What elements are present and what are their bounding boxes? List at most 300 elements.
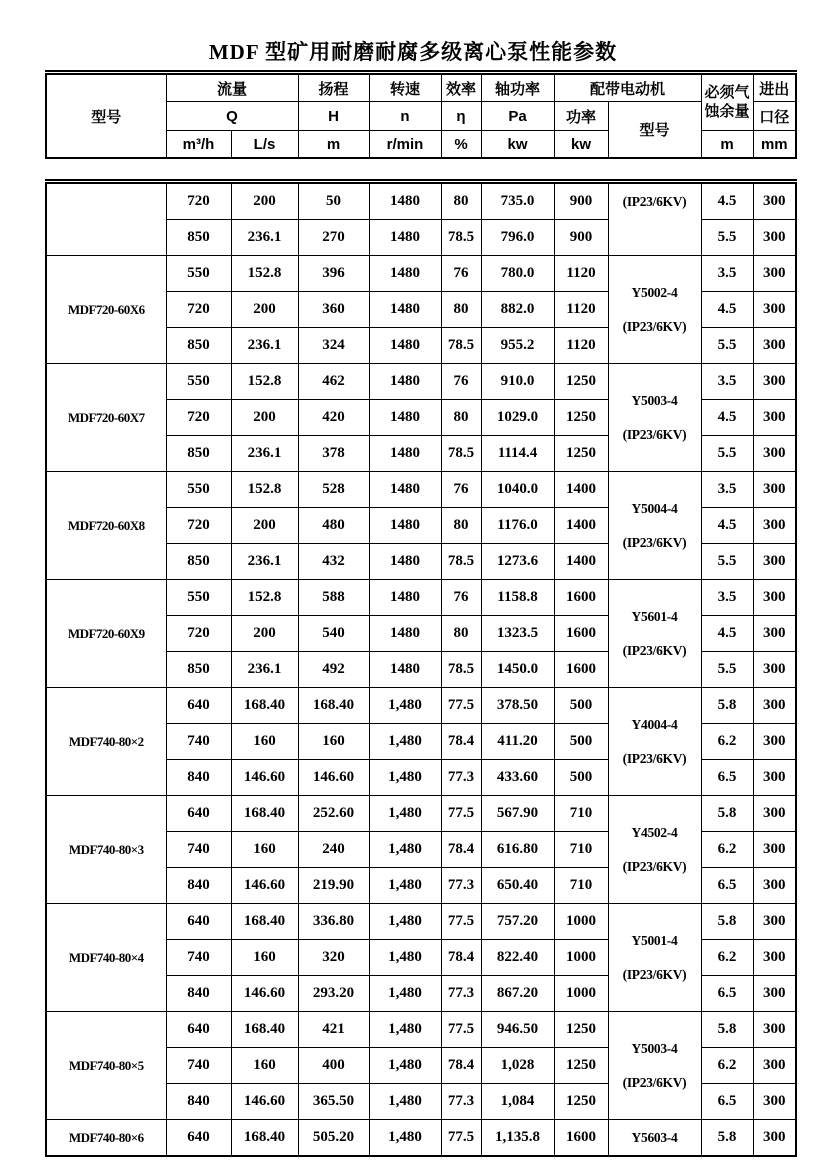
- table-row: [46, 688, 796, 724]
- col-header-motor-power: 功率: [554, 102, 608, 131]
- cell-ls: 200: [231, 182, 298, 220]
- table-row: [46, 472, 796, 508]
- cell-pa: 378.50: [481, 688, 554, 724]
- cell-eff: 76: [441, 256, 481, 292]
- pump-model-cell: MDF740-80×5: [46, 1012, 166, 1120]
- cell-h: 219.90: [298, 868, 369, 904]
- cell-npsh: 4.5: [701, 400, 753, 436]
- cell-pa: 433.60: [481, 760, 554, 796]
- cell-pa: 946.50: [481, 1012, 554, 1048]
- unit-flow-m3h: m³/h: [166, 131, 231, 159]
- cell-m3h: 840: [166, 760, 231, 796]
- cell-h: 400: [298, 1048, 369, 1084]
- cell-kw: 900: [554, 220, 608, 256]
- motor-model-cell: [608, 472, 701, 580]
- cell-ls: 160: [231, 832, 298, 868]
- cell-dia: 300: [753, 256, 796, 292]
- cell-h: 396: [298, 256, 369, 292]
- cell-dia: 300: [753, 616, 796, 652]
- cell-eff: 78.4: [441, 724, 481, 760]
- cell-eff: 80: [441, 508, 481, 544]
- cell-eff: 80: [441, 400, 481, 436]
- cell-n: 1,480: [369, 724, 441, 760]
- cell-m3h: 640: [166, 796, 231, 832]
- cell-ls: 168.40: [231, 1120, 298, 1157]
- cell-n: 1480: [369, 364, 441, 400]
- motor-model-line: (IP23/6KV): [622, 642, 687, 658]
- cell-pa: 1040.0: [481, 472, 554, 508]
- cell-ls: 168.40: [231, 1012, 298, 1048]
- pump-table-body: [46, 182, 796, 1157]
- cell-h: 480: [298, 508, 369, 544]
- cell-m3h: 720: [166, 292, 231, 328]
- cell-npsh: 6.2: [701, 940, 753, 976]
- cell-eff: 78.4: [441, 1048, 481, 1084]
- cell-npsh: 4.5: [701, 292, 753, 328]
- cell-eff: 78.5: [441, 436, 481, 472]
- cell-ls: 200: [231, 292, 298, 328]
- pump-model-cell: MDF720-60X6: [46, 256, 166, 364]
- cell-m3h: 550: [166, 256, 231, 292]
- cell-ls: 160: [231, 940, 298, 976]
- cell-n: 1480: [369, 508, 441, 544]
- unit-npsh: m: [701, 131, 753, 159]
- cell-kw: 500: [554, 688, 608, 724]
- cell-npsh: 5.5: [701, 436, 753, 472]
- motor-model-line: (IP23/6KV): [622, 318, 687, 334]
- cell-n: 1480: [369, 472, 441, 508]
- cell-n: 1480: [369, 544, 441, 580]
- cell-n: 1480: [369, 256, 441, 292]
- cell-m3h: 550: [166, 364, 231, 400]
- cell-dia: 300: [753, 868, 796, 904]
- cell-kw: 1120: [554, 292, 608, 328]
- col-header-motor-model: 型号: [608, 102, 701, 159]
- cell-n: 1,480: [369, 832, 441, 868]
- cell-h: 320: [298, 940, 369, 976]
- cell-ls: 168.40: [231, 904, 298, 940]
- cell-m3h: 850: [166, 220, 231, 256]
- cell-pa: 1323.5: [481, 616, 554, 652]
- cell-n: 1480: [369, 616, 441, 652]
- motor-model-cell: [608, 688, 701, 796]
- cell-pa: 757.20: [481, 904, 554, 940]
- cell-eff: 78.5: [441, 652, 481, 688]
- cell-m3h: 850: [166, 544, 231, 580]
- motor-model-line: (IP23/6KV): [622, 750, 687, 766]
- cell-kw: 1000: [554, 940, 608, 976]
- performance-table: [45, 179, 797, 1157]
- motor-model-line: Y4004-4: [631, 716, 678, 732]
- table-row: [46, 1012, 796, 1048]
- cell-h: 293.20: [298, 976, 369, 1012]
- unit-head: m: [298, 131, 369, 159]
- cell-pa: 735.0: [481, 182, 554, 220]
- motor-model-line: (IP23/6KV): [622, 858, 687, 874]
- cell-n: 1,480: [369, 904, 441, 940]
- motor-model-line: Y5601-4: [631, 608, 678, 624]
- cell-npsh: 6.5: [701, 1084, 753, 1120]
- cell-pa: 882.0: [481, 292, 554, 328]
- cell-npsh: 5.5: [701, 544, 753, 580]
- col-symbol-speed: n: [369, 102, 441, 131]
- cell-eff: 77.3: [441, 760, 481, 796]
- cell-eff: 80: [441, 292, 481, 328]
- cell-m3h: 720: [166, 508, 231, 544]
- cell-kw: 1600: [554, 1120, 608, 1157]
- unit-speed: r/min: [369, 131, 441, 159]
- col-header-motor-group: 配带电动机: [554, 73, 701, 102]
- cell-h: 421: [298, 1012, 369, 1048]
- cell-ls: 160: [231, 724, 298, 760]
- cell-kw: 1000: [554, 976, 608, 1012]
- pump-model-cell: MDF740-80×2: [46, 688, 166, 796]
- cell-eff: 76: [441, 580, 481, 616]
- cell-kw: 710: [554, 796, 608, 832]
- cell-h: 160: [298, 724, 369, 760]
- col-symbol-flow: Q: [166, 102, 298, 131]
- cell-npsh: 6.2: [701, 724, 753, 760]
- cell-dia: 300: [753, 1012, 796, 1048]
- cell-pa: 955.2: [481, 328, 554, 364]
- cell-m3h: 640: [166, 904, 231, 940]
- pump-model-cell: [46, 182, 166, 256]
- table-row: [46, 796, 796, 832]
- col-header-port-line2: 口径: [753, 102, 796, 131]
- cell-dia: 300: [753, 904, 796, 940]
- cell-n: 1,480: [369, 1012, 441, 1048]
- cell-n: 1,480: [369, 976, 441, 1012]
- motor-model-line: Y4502-4: [631, 824, 678, 840]
- cell-h: 462: [298, 364, 369, 400]
- cell-npsh: 4.5: [701, 508, 753, 544]
- cell-eff: 77.3: [441, 1084, 481, 1120]
- cell-dia: 300: [753, 940, 796, 976]
- cell-eff: 77.3: [441, 868, 481, 904]
- motor-model-cell: [608, 796, 701, 904]
- cell-ls: 236.1: [231, 544, 298, 580]
- cell-m3h: 840: [166, 976, 231, 1012]
- cell-ls: 168.40: [231, 688, 298, 724]
- motor-model-line: Y5603-4: [631, 1129, 678, 1145]
- cell-dia: 300: [753, 182, 796, 220]
- cell-h: 492: [298, 652, 369, 688]
- cell-n: 1480: [369, 580, 441, 616]
- cell-npsh: 5.5: [701, 328, 753, 364]
- cell-npsh: 5.8: [701, 1120, 753, 1157]
- pump-model-cell: MDF720-60X9: [46, 580, 166, 688]
- cell-ls: 146.60: [231, 760, 298, 796]
- cell-eff: 77.5: [441, 688, 481, 724]
- cell-kw: 500: [554, 724, 608, 760]
- cell-m3h: 550: [166, 580, 231, 616]
- cell-pa: 1273.6: [481, 544, 554, 580]
- motor-model-cell: [608, 1120, 701, 1157]
- cell-m3h: 550: [166, 472, 231, 508]
- cell-dia: 300: [753, 364, 796, 400]
- motor-model-line: (IP23/6KV): [622, 194, 687, 209]
- page-title: MDF 型矿用耐磨耐腐多级离心泵性能参数: [208, 40, 618, 64]
- cell-n: 1480: [369, 436, 441, 472]
- cell-eff: 78.5: [441, 220, 481, 256]
- cell-n: 1,480: [369, 1084, 441, 1120]
- cell-m3h: 850: [166, 328, 231, 364]
- cell-kw: 1250: [554, 1012, 608, 1048]
- cell-kw: 1250: [554, 1048, 608, 1084]
- cell-npsh: 6.5: [701, 760, 753, 796]
- cell-dia: 300: [753, 1084, 796, 1120]
- table-row: [46, 580, 796, 616]
- cell-ls: 236.1: [231, 220, 298, 256]
- cell-n: 1,480: [369, 796, 441, 832]
- cell-eff: 78.4: [441, 940, 481, 976]
- cell-dia: 300: [753, 580, 796, 616]
- cell-pa: 1,028: [481, 1048, 554, 1084]
- cell-eff: 80: [441, 182, 481, 220]
- cell-kw: 1600: [554, 652, 608, 688]
- cell-n: 1480: [369, 292, 441, 328]
- motor-model-line: Y5002-4: [631, 284, 678, 300]
- cell-npsh: 6.5: [701, 868, 753, 904]
- cell-m3h: 850: [166, 652, 231, 688]
- cell-kw: 900: [554, 182, 608, 220]
- cell-kw: 500: [554, 760, 608, 796]
- cell-dia: 300: [753, 976, 796, 1012]
- cell-dia: 300: [753, 724, 796, 760]
- cell-h: 324: [298, 328, 369, 364]
- cell-npsh: 5.8: [701, 904, 753, 940]
- cell-n: 1480: [369, 182, 441, 220]
- cell-kw: 1250: [554, 364, 608, 400]
- cell-m3h: 740: [166, 940, 231, 976]
- cell-h: 540: [298, 616, 369, 652]
- cell-eff: 77.3: [441, 976, 481, 1012]
- cell-n: 1,480: [369, 1120, 441, 1157]
- cell-dia: 300: [753, 832, 796, 868]
- cell-pa: 1114.4: [481, 436, 554, 472]
- cell-dia: 300: [753, 1120, 796, 1157]
- table-row: [46, 364, 796, 400]
- cell-ls: 152.8: [231, 256, 298, 292]
- cell-m3h: 720: [166, 616, 231, 652]
- unit-port: mm: [753, 131, 796, 159]
- table-row: [46, 904, 796, 940]
- cell-npsh: 5.8: [701, 688, 753, 724]
- cell-kw: 710: [554, 868, 608, 904]
- cell-kw: 1120: [554, 256, 608, 292]
- pump-model-cell: MDF740-80×4: [46, 904, 166, 1012]
- cell-m3h: 740: [166, 832, 231, 868]
- cell-pa: 1,084: [481, 1084, 554, 1120]
- pump-model-cell: MDF740-80×3: [46, 796, 166, 904]
- cell-npsh: 4.5: [701, 616, 753, 652]
- motor-model-line: (IP23/6KV): [622, 1074, 687, 1090]
- cell-npsh: 4.5: [701, 182, 753, 220]
- cell-dia: 300: [753, 652, 796, 688]
- cell-dia: 300: [753, 436, 796, 472]
- col-symbol-head: H: [298, 102, 369, 131]
- cell-pa: 411.20: [481, 724, 554, 760]
- col-header-flow: 流量: [166, 73, 298, 102]
- cell-ls: 146.60: [231, 976, 298, 1012]
- motor-model-cell: [608, 256, 701, 364]
- cell-eff: 76: [441, 364, 481, 400]
- cell-npsh: 6.2: [701, 1048, 753, 1084]
- table-row: [46, 1120, 796, 1157]
- cell-h: 146.60: [298, 760, 369, 796]
- cell-kw: 1250: [554, 1084, 608, 1120]
- unit-motor-power: kw: [554, 131, 608, 159]
- cell-n: 1480: [369, 400, 441, 436]
- cell-kw: 710: [554, 832, 608, 868]
- cell-npsh: 3.5: [701, 472, 753, 508]
- cell-h: 505.20: [298, 1120, 369, 1157]
- cell-ls: 200: [231, 400, 298, 436]
- cell-n: 1480: [369, 328, 441, 364]
- unit-efficiency: %: [441, 131, 481, 159]
- cell-m3h: 740: [166, 1048, 231, 1084]
- cell-dia: 300: [753, 760, 796, 796]
- col-header-port-line1: 进出: [753, 73, 796, 102]
- cell-pa: 867.20: [481, 976, 554, 1012]
- cell-m3h: 720: [166, 182, 231, 220]
- cell-ls: 236.1: [231, 436, 298, 472]
- cell-h: 365.50: [298, 1084, 369, 1120]
- cell-ls: 236.1: [231, 328, 298, 364]
- motor-model-cell: [608, 904, 701, 1012]
- cell-eff: 77.5: [441, 904, 481, 940]
- cell-m3h: 640: [166, 688, 231, 724]
- motor-model-line: Y5004-4: [631, 500, 678, 516]
- cell-kw: 1600: [554, 580, 608, 616]
- cell-npsh: 6.5: [701, 976, 753, 1012]
- col-header-speed: 转速: [369, 73, 441, 102]
- cell-n: 1,480: [369, 868, 441, 904]
- motor-model-cell: [608, 580, 701, 688]
- motor-model-line: (IP23/6KV): [622, 426, 687, 442]
- motor-model-line: (IP23/6KV): [622, 966, 687, 982]
- motor-model-line: Y5001-4: [631, 932, 678, 948]
- cell-dia: 300: [753, 220, 796, 256]
- npsh-header-line1: 必须气: [704, 83, 750, 101]
- cell-ls: 200: [231, 616, 298, 652]
- cell-n: 1480: [369, 652, 441, 688]
- cell-ls: 236.1: [231, 652, 298, 688]
- cell-eff: 77.5: [441, 1012, 481, 1048]
- cell-m3h: 640: [166, 1120, 231, 1157]
- cell-ls: 146.60: [231, 868, 298, 904]
- cell-npsh: 3.5: [701, 580, 753, 616]
- cell-npsh: 5.8: [701, 796, 753, 832]
- cell-h: 240: [298, 832, 369, 868]
- table-row: [46, 256, 796, 292]
- cell-m3h: 840: [166, 868, 231, 904]
- cell-kw: 1400: [554, 544, 608, 580]
- npsh-header-line2: 蚀余量: [704, 102, 750, 120]
- pump-model-cell: MDF740-80×6: [46, 1120, 166, 1157]
- pump-model-cell: MDF720-60X7: [46, 364, 166, 472]
- motor-model-line: Y5003-4: [631, 392, 678, 408]
- col-header-efficiency: 效率: [441, 73, 481, 102]
- cell-pa: 780.0: [481, 256, 554, 292]
- cell-pa: 567.90: [481, 796, 554, 832]
- cell-h: 528: [298, 472, 369, 508]
- cell-h: 50: [298, 182, 369, 220]
- unit-shaft-power: kw: [481, 131, 554, 159]
- cell-pa: 616.80: [481, 832, 554, 868]
- cell-h: 270: [298, 220, 369, 256]
- unit-flow-ls: L/s: [231, 131, 298, 159]
- cell-h: 420: [298, 400, 369, 436]
- col-header-npsh: [701, 73, 753, 131]
- motor-model-cell: [608, 1012, 701, 1120]
- cell-h: 252.60: [298, 796, 369, 832]
- cell-n: 1,480: [369, 940, 441, 976]
- cell-n: 1,480: [369, 1048, 441, 1084]
- cell-kw: 1400: [554, 472, 608, 508]
- cell-h: 168.40: [298, 688, 369, 724]
- cell-kw: 1000: [554, 904, 608, 940]
- cell-kw: 1250: [554, 436, 608, 472]
- pump-model-cell: MDF720-60X8: [46, 472, 166, 580]
- cell-h: 360: [298, 292, 369, 328]
- cell-pa: 1029.0: [481, 400, 554, 436]
- header-table: [45, 70, 797, 159]
- col-header-model: 型号: [46, 73, 166, 159]
- cell-pa: 1450.0: [481, 652, 554, 688]
- cell-dia: 300: [753, 796, 796, 832]
- cell-dia: 300: [753, 544, 796, 580]
- cell-npsh: 5.5: [701, 220, 753, 256]
- cell-h: 336.80: [298, 904, 369, 940]
- cell-pa: 1176.0: [481, 508, 554, 544]
- col-symbol-efficiency: η: [441, 102, 481, 131]
- cell-m3h: 840: [166, 1084, 231, 1120]
- cell-n: 1,480: [369, 688, 441, 724]
- cell-pa: 1158.8: [481, 580, 554, 616]
- motor-model-cell: [608, 364, 701, 472]
- cell-kw: 1600: [554, 616, 608, 652]
- cell-dia: 300: [753, 472, 796, 508]
- cell-npsh: 3.5: [701, 256, 753, 292]
- cell-dia: 300: [753, 508, 796, 544]
- motor-model-line: Y5003-4: [631, 1040, 678, 1056]
- cell-m3h: 640: [166, 1012, 231, 1048]
- cell-dia: 300: [753, 688, 796, 724]
- cell-m3h: 740: [166, 724, 231, 760]
- cell-ls: 146.60: [231, 1084, 298, 1120]
- cell-ls: 160: [231, 1048, 298, 1084]
- cell-pa: 650.40: [481, 868, 554, 904]
- cell-ls: 152.8: [231, 472, 298, 508]
- cell-kw: 1400: [554, 508, 608, 544]
- cell-eff: 77.5: [441, 1120, 481, 1157]
- cell-dia: 300: [753, 292, 796, 328]
- cell-eff: 77.5: [441, 796, 481, 832]
- cell-h: 588: [298, 580, 369, 616]
- motor-model-line: (IP23/6KV): [622, 534, 687, 550]
- cell-n: 1,480: [369, 760, 441, 796]
- cell-eff: 78.5: [441, 328, 481, 364]
- cell-pa: 1,135.8: [481, 1120, 554, 1157]
- cell-pa: 796.0: [481, 220, 554, 256]
- cell-kw: 1120: [554, 328, 608, 364]
- cell-ls: 200: [231, 508, 298, 544]
- cell-npsh: 3.5: [701, 364, 753, 400]
- col-symbol-shaft-power: Pa: [481, 102, 554, 131]
- cell-h: 432: [298, 544, 369, 580]
- cell-eff: 78.4: [441, 832, 481, 868]
